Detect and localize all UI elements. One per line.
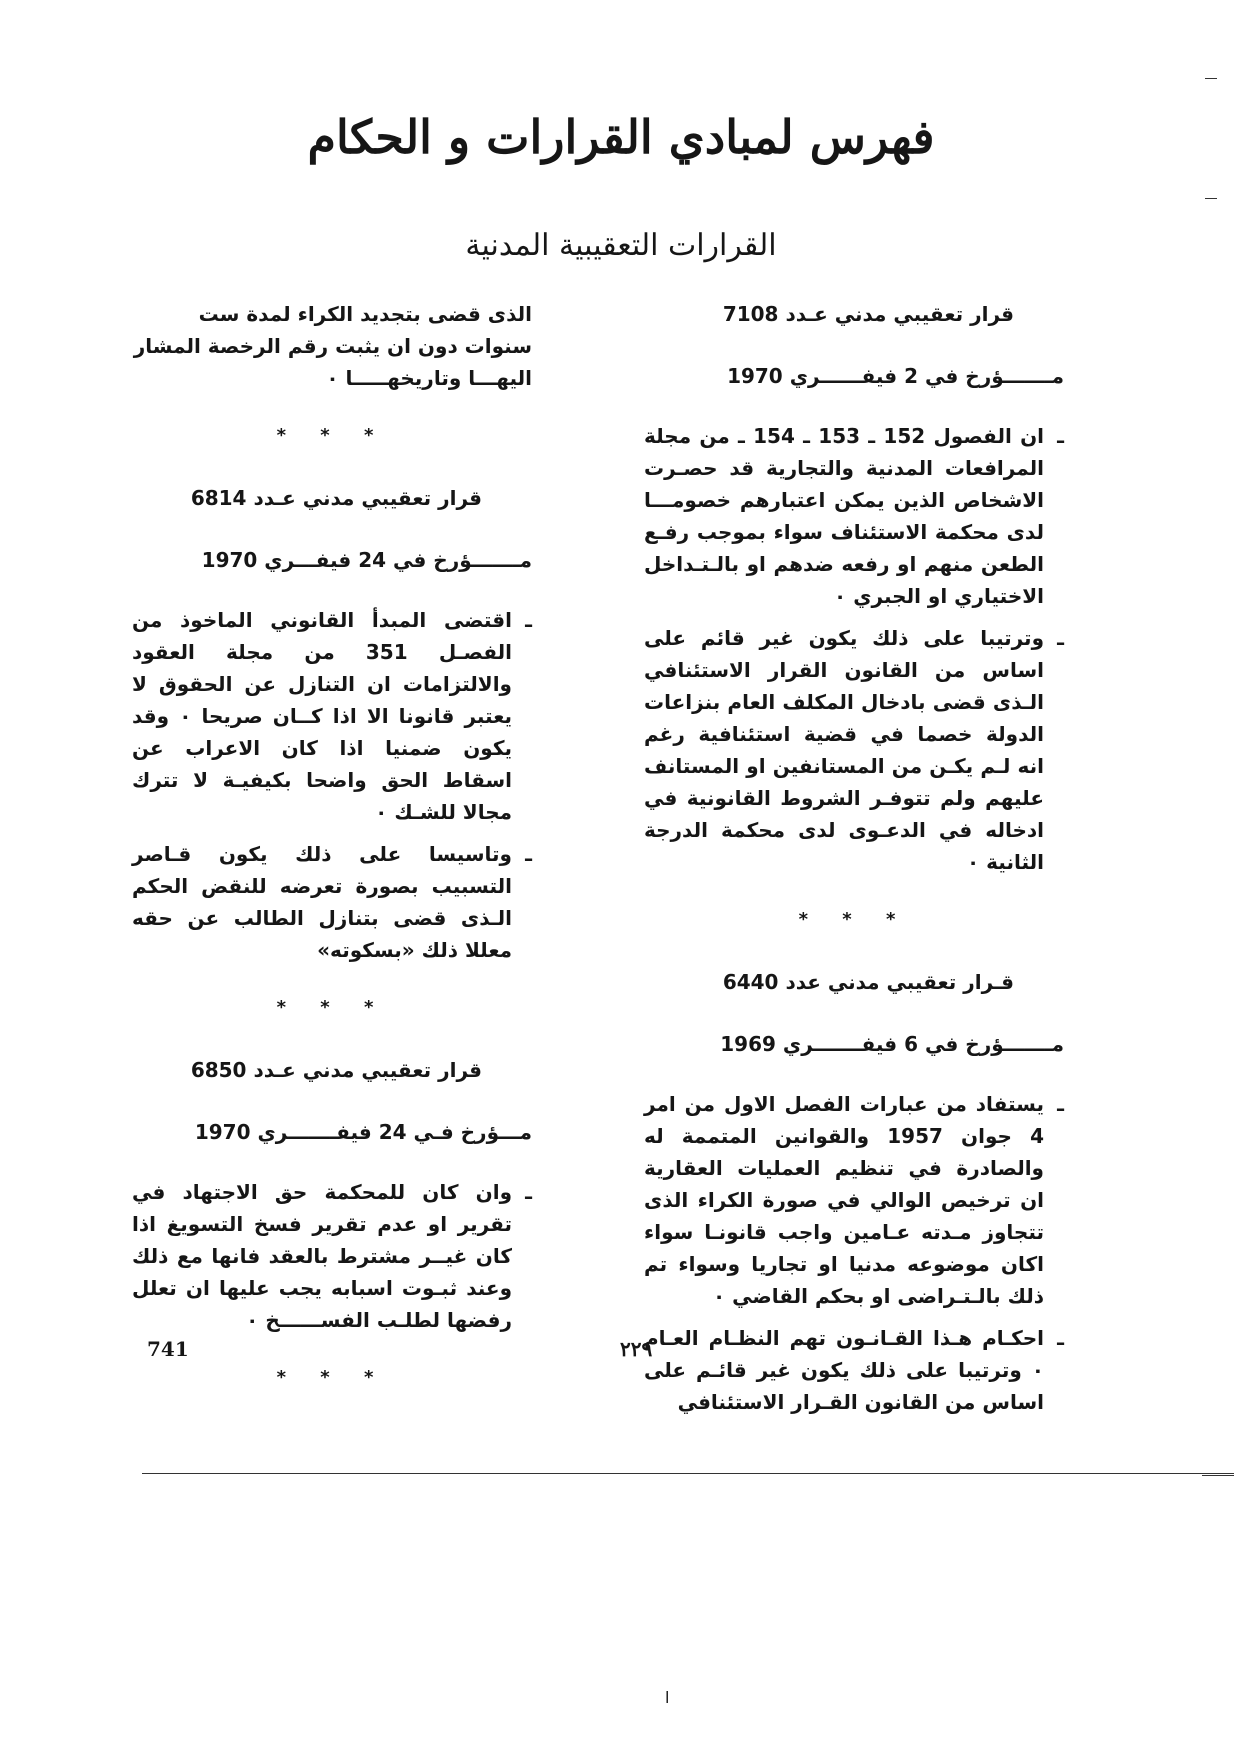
separator-stars: * * * — [276, 425, 388, 446]
continuation-text: الذى قضى بتجديد الكراء لمدة ست سنوات دون ان يثبت رقم الرخصة المشار اليهـــا وتاريخهـــــا ٠ — [133, 302, 532, 390]
decision-title: قرار تعقيبي مدني عـدد 6850 — [190, 1058, 482, 1082]
principle-item — [644, 420, 1064, 612]
principle-item — [132, 604, 532, 828]
right-column — [644, 298, 1064, 1428]
decision-title: قرار تعقيبي مدني عـدد 6814 — [190, 486, 482, 510]
decision-title: قرار تعقيبي مدني عـدد 7108 — [722, 302, 1014, 326]
decision-7108 — [644, 298, 1064, 878]
dash-bullet-icon: ـ — [525, 1180, 532, 1204]
decision-date: مـــــــؤرخ في 24 فيفـــري 1970 — [201, 548, 532, 572]
edge-tick-mark — [1205, 198, 1217, 199]
decision-title: قـرار تعقيبي مدني عدد 6440 — [722, 970, 1014, 994]
horizontal-rule — [142, 1473, 1234, 1474]
principle-item — [644, 622, 1064, 878]
principle-item — [132, 1176, 532, 1336]
principle-text: وان كان للمحكمة حق الاجتهاد في تقرير او عدم تقرير فسخ التسويغ اذا كان غيــر مشترط بالعقد فانها مع ذلك وعند ثبـوت اسبابه يجب عليها ان تعلل رفضها لطلـب الفســــــخ ٠ — [132, 1180, 512, 1332]
left-column — [132, 298, 532, 1424]
decision-6814 — [132, 482, 532, 966]
dash-bullet-icon: ـ — [525, 608, 532, 632]
principle-text: وتاسيسا على ذلك يكون قـاصر التسبيب بصورة تعرضه للنقض الحكم الـذى قضى بتنازل الطالب عن حقه معللا ذلك «بسكوته» — [132, 842, 512, 962]
footer-page-number-center: ٢٢٩ — [620, 1337, 653, 1361]
dash-bullet-icon: ـ — [1057, 1326, 1064, 1350]
edge-tick-mark — [1202, 1475, 1234, 1476]
page-title: فهرس لمبادي القرارات و الحكام — [307, 110, 935, 164]
decision-date: مـــــــؤرخ في 2 فيفــــــري 1970 — [727, 364, 1064, 388]
edge-tick-mark — [1205, 78, 1217, 79]
principle-item — [132, 838, 532, 966]
separator-stars: * * * — [276, 1367, 388, 1388]
separator-stars: * * * — [276, 997, 388, 1018]
principle-text: ان الفصول 152 ـ 153 ـ 154 ـ من مجلة المرافعات المدنية والتجارية قد حصـرت الاشخاص الذين يمكن اعتبارهم خصومـــا لدى محكمة الاستئناف سواء بموجب رفـع الطعن منهم او رفعه ضدهم او بالـتـداخل الاختياري او الجبري ٠ — [644, 424, 1045, 608]
dash-bullet-icon: ـ — [525, 842, 532, 866]
separator-stars: * * * — [798, 909, 910, 930]
decision-date: مـــؤرخ فـي 24 فيفـــــــري 1970 — [194, 1120, 532, 1144]
principle-text: يستفاد من عبارات الفصل الاول من امر 4 جوان 1957 والقوانين المتممة له والصادرة في تنظيم العمليات العقارية ان ترخيص الوالي في صورة الكراء الذى تتجاوز مـدته عـامين واجب قانونـا سواء اكان موضوعه مدنيا او تجاريا وسواء تم ذلك بالـتـراضى او بحكم القاضي ٠ — [644, 1092, 1045, 1308]
decision-date: مـــــــؤرخ في 6 فيفـــــــري 1969 — [720, 1032, 1064, 1056]
dash-bullet-icon: ـ — [1057, 424, 1064, 448]
dash-bullet-icon: ـ — [1057, 626, 1064, 650]
bottom-mark: ا — [665, 1688, 670, 1707]
principle-text: احكـام هـذا القـانـون تهم النظـام العـام ٠ وترتيبا على ذلك يكون غير قائـم على اساس من القانون القـرار الاستئنافي — [644, 1326, 1044, 1414]
principle-item — [644, 1088, 1064, 1312]
principle-text: وترتيبا على ذلك يكون غير قائم على اساس من القانون القرار الاستئنافي الـذى قضى بادخال المكلف العام بنزاعات الدولة خصما في قضية استئنافية رغم انه لـم يكـن من المستانفين او المستانف عليهم ولم تتوفـر الشروط القانونية في ادخاله في الدعـوى لدى محكمة الدرجة الثانية ٠ — [644, 626, 1044, 874]
principle-item — [644, 1322, 1064, 1418]
decision-6850 — [132, 1054, 532, 1336]
decision-6440 — [644, 966, 1064, 1418]
footer-page-number-left: 741 — [147, 1337, 189, 1361]
section-title: القرارات التعقيبية المدنية — [465, 228, 777, 263]
dash-bullet-icon: ـ — [1057, 1092, 1064, 1116]
principle-text: اقتضى المبدأ القانوني الماخوذ من الفصـل 351 من مجلة العقود والالتزامات ان التنازل عن الحقوق لا يعتبر قانونا الا اذا كــان صريحا ٠ وقد يكون ضمنيا اذا كان الاعراب عن اسقاط الحق واضحا بكيفيـة لا تترك مجالا للشـك ٠ — [132, 608, 513, 824]
